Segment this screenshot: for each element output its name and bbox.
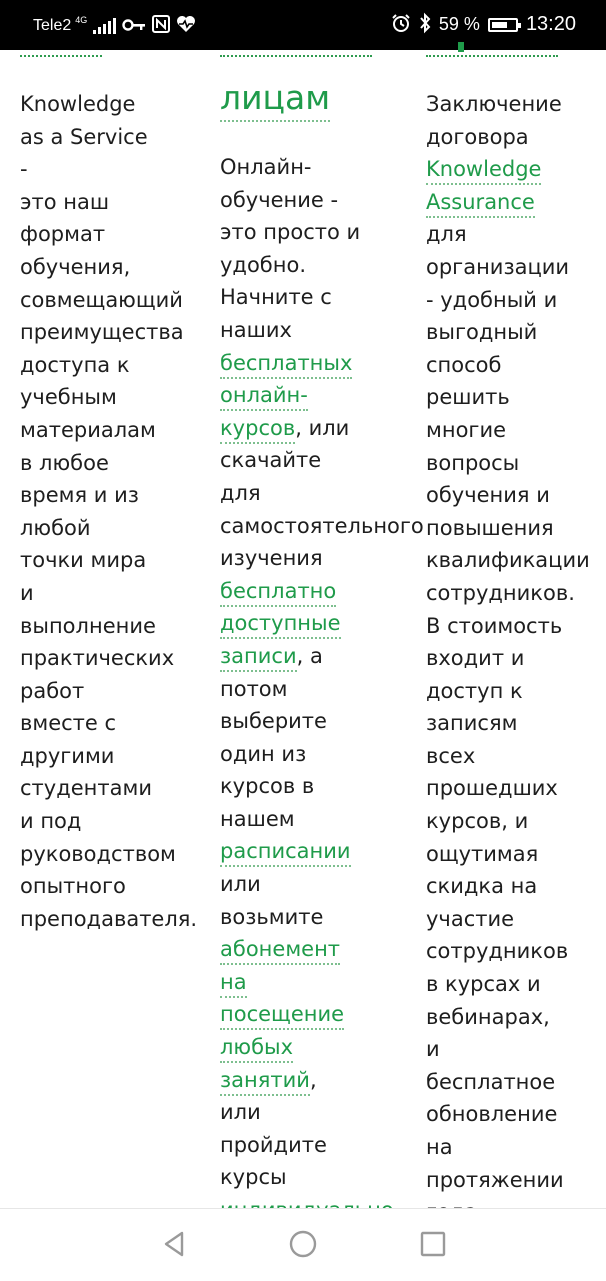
text-line: учебным — [20, 385, 117, 410]
nfc-icon — [152, 15, 170, 36]
text-fragment: наших — [220, 317, 292, 342]
inline-link[interactable]: бесплатно — [220, 579, 336, 607]
text-fragment: изучения — [220, 546, 323, 571]
clock: 13:20 — [525, 13, 576, 35]
text-line: преподавателя. — [20, 906, 198, 931]
status-bar — [0, 0, 606, 50]
text-fragment: Начните с — [220, 285, 332, 310]
text-fragment: доступ к — [426, 678, 523, 703]
column-knowledge-as-a-service — [20, 88, 198, 935]
text-fragment: обучения и — [426, 483, 550, 508]
home-icon[interactable] — [288, 1229, 318, 1259]
text-fragment: договора — [426, 124, 529, 149]
text-fragment: квалификации — [426, 548, 590, 573]
text-line: любой — [20, 515, 91, 540]
status-left — [33, 15, 196, 36]
text-line: совмещающий — [20, 287, 183, 312]
column3-heading-fragment — [458, 42, 464, 52]
text-fragment: прошедших — [426, 776, 558, 801]
text-fragment: это просто и — [220, 220, 361, 245]
text-fragment: потом — [220, 676, 288, 701]
inline-link[interactable]: записи — [220, 644, 297, 672]
text-line: опытного — [20, 874, 126, 899]
text-fragment: многие — [426, 417, 507, 442]
text-fragment: , а — [296, 643, 323, 668]
carrier-name: Tele2 — [33, 16, 72, 34]
column-organizations — [426, 88, 590, 1229]
text-line: обучения, — [20, 254, 131, 279]
battery-percent: 59 % — [438, 14, 480, 34]
column2-heading-link[interactable]: лицам — [220, 78, 330, 122]
text-fragment: пройдите — [220, 1132, 327, 1157]
inline-link[interactable]: абонемент — [220, 937, 340, 965]
text-fragment: участие — [426, 906, 515, 931]
text-fragment: курсов в — [220, 774, 315, 799]
inline-link[interactable]: занятий — [220, 1068, 310, 1096]
text-fragment: скачайте для — [220, 448, 322, 505]
text-line: вместе с — [20, 711, 117, 736]
inline-link[interactable]: расписании — [220, 839, 351, 867]
text-line: студентами — [20, 776, 152, 801]
text-line: выполнение — [20, 613, 156, 638]
text-line: практических — [20, 646, 175, 671]
text-fragment: записям — [426, 711, 518, 736]
text-fragment: Заключение — [426, 92, 562, 116]
text-fragment: , или — [295, 415, 350, 440]
text-fragment: организации — [426, 254, 570, 279]
text-fragment: всех — [426, 743, 476, 768]
back-icon[interactable] — [160, 1229, 190, 1259]
text-line: время и из — [20, 483, 139, 508]
text-fragment: бесплатное — [426, 1069, 556, 1094]
text-fragment: решить — [426, 385, 510, 410]
alarm-icon — [391, 13, 411, 36]
text-fragment: скидка на — [426, 874, 538, 899]
text-fragment: или — [220, 872, 261, 897]
inline-link[interactable]: Knowledge — [426, 157, 541, 185]
system-navigation-bar — [0, 1208, 606, 1281]
inline-link[interactable]: посещение — [220, 1002, 344, 1030]
text-fragment: сотрудников. — [426, 580, 575, 605]
text-line: точки мира — [20, 548, 147, 573]
battery-icon — [488, 18, 518, 32]
text-fragment: выберите — [220, 709, 327, 734]
column2-top-divider — [220, 55, 372, 57]
text-fragment: выгодный — [426, 320, 538, 345]
text-line: руководством — [20, 841, 176, 866]
text-fragment: вопросы — [426, 450, 520, 475]
text-line: преимущества — [20, 320, 184, 345]
column3-paragraph — [426, 88, 590, 1229]
inline-link[interactable]: бесплатных — [220, 351, 352, 379]
inline-link[interactable]: любых — [220, 1035, 293, 1063]
text-fragment: курсы — [220, 1165, 287, 1190]
text-line: и — [20, 580, 34, 605]
text-fragment: ощутимая — [426, 841, 539, 866]
status-right — [391, 13, 576, 36]
text-fragment: вебинарах, и — [426, 1004, 550, 1062]
text-fragment: самостоятельного — [220, 513, 424, 538]
text-fragment: на — [426, 1135, 453, 1159]
text-fragment: для — [426, 222, 467, 247]
text-line: материалам — [20, 417, 156, 442]
text-fragment: , или — [220, 1067, 317, 1125]
text-fragment: один из — [220, 741, 307, 766]
text-fragment: повышения — [426, 515, 554, 540]
text-line: работ — [20, 678, 85, 703]
page-content — [0, 50, 606, 1208]
column3-top-divider — [426, 55, 558, 57]
text-fragment: удобно. — [220, 252, 306, 277]
bluetooth-icon — [419, 13, 431, 36]
text-fragment: В стоимость — [426, 613, 563, 638]
text-line: в любое — [20, 450, 109, 475]
text-fragment: способ — [426, 352, 502, 377]
text-fragment: нашем — [220, 806, 295, 831]
text-fragment: курсов, и — [426, 809, 529, 834]
text-fragment: в курсах и — [426, 972, 541, 997]
key-icon — [122, 17, 146, 35]
text-line: формат — [20, 222, 106, 247]
column-individuals — [220, 151, 424, 1227]
text-line: и под — [20, 809, 82, 834]
column1-top-divider — [20, 55, 102, 57]
inline-link[interactable]: курсов — [220, 416, 295, 444]
text-line: as a Service - — [20, 124, 148, 182]
text-fragment: входит и — [426, 646, 525, 671]
text-line: Knowledge — [20, 92, 136, 116]
text-fragment: обновление — [426, 1102, 558, 1127]
text-fragment: сотрудников — [426, 939, 569, 964]
text-line: это наш — [20, 189, 110, 214]
inline-link[interactable]: онлайн- — [220, 383, 308, 411]
inline-link[interactable]: доступные — [220, 611, 341, 639]
text-line: другими — [20, 743, 115, 768]
network-type: 4G — [75, 14, 88, 25]
text-fragment: - удобный и — [426, 287, 558, 312]
signal-icon — [93, 18, 116, 34]
text-line: доступа к — [20, 352, 130, 377]
column1-paragraph — [20, 88, 198, 935]
inline-link[interactable]: на — [220, 970, 247, 998]
text-fragment: Онлайн- — [220, 155, 312, 179]
column2-paragraph — [220, 151, 424, 1227]
inline-link[interactable]: Assurance — [426, 190, 535, 218]
heart-rate-icon — [176, 15, 196, 36]
text-fragment: возьмите — [220, 904, 324, 929]
text-fragment: обучение - — [220, 187, 339, 212]
text-fragment: протяжении — [426, 1167, 564, 1192]
recent-apps-icon[interactable] — [418, 1229, 448, 1259]
